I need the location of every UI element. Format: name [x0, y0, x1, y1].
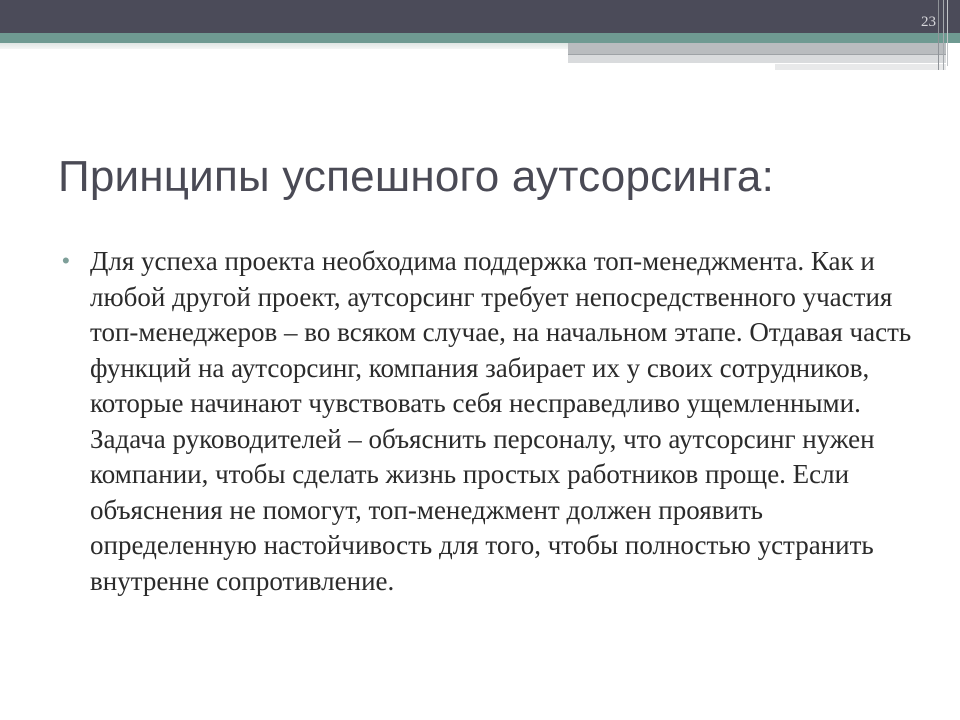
bullet-item — [62, 244, 912, 599]
header-band — [0, 0, 960, 33]
header-step-bar — [775, 64, 946, 70]
header-light-strip — [0, 43, 570, 49]
header-divider-line — [938, 0, 939, 70]
slide-title: Принципы успешного аутсорсинга: — [58, 152, 775, 201]
bullet-text: Для успеха проекта необходима поддержка топ-менеджмента. Как и любой другой проект, аутсорсинг требует непосредственного участия топ-менеджеров – во всяком случае, на начальном этапе. Отдавая часть функций на аутсорсинг, компания забирает их у своих сотрудников, которые начинают чувствовать себя несправедливо ущемленными. Задача руководителей – объяснить персоналу, что аутсорсинг нужен компании, чтобы сделать жизнь простых работников проще. Если объяснения не помогут, топ-менеджмент должен проявить определенную настойчивость для того, чтобы полностью устранить внутренне сопротивление. — [90, 246, 912, 596]
bullet-dot-icon: • — [62, 248, 70, 273]
slide-number: 23 — [921, 14, 936, 30]
header-divider-line — [947, 0, 948, 66]
header-accent-stripe — [0, 33, 960, 43]
header-step-bar — [568, 55, 946, 63]
bullet-list — [62, 244, 912, 599]
header-step-bar — [568, 43, 946, 55]
header-divider-line — [943, 0, 944, 70]
